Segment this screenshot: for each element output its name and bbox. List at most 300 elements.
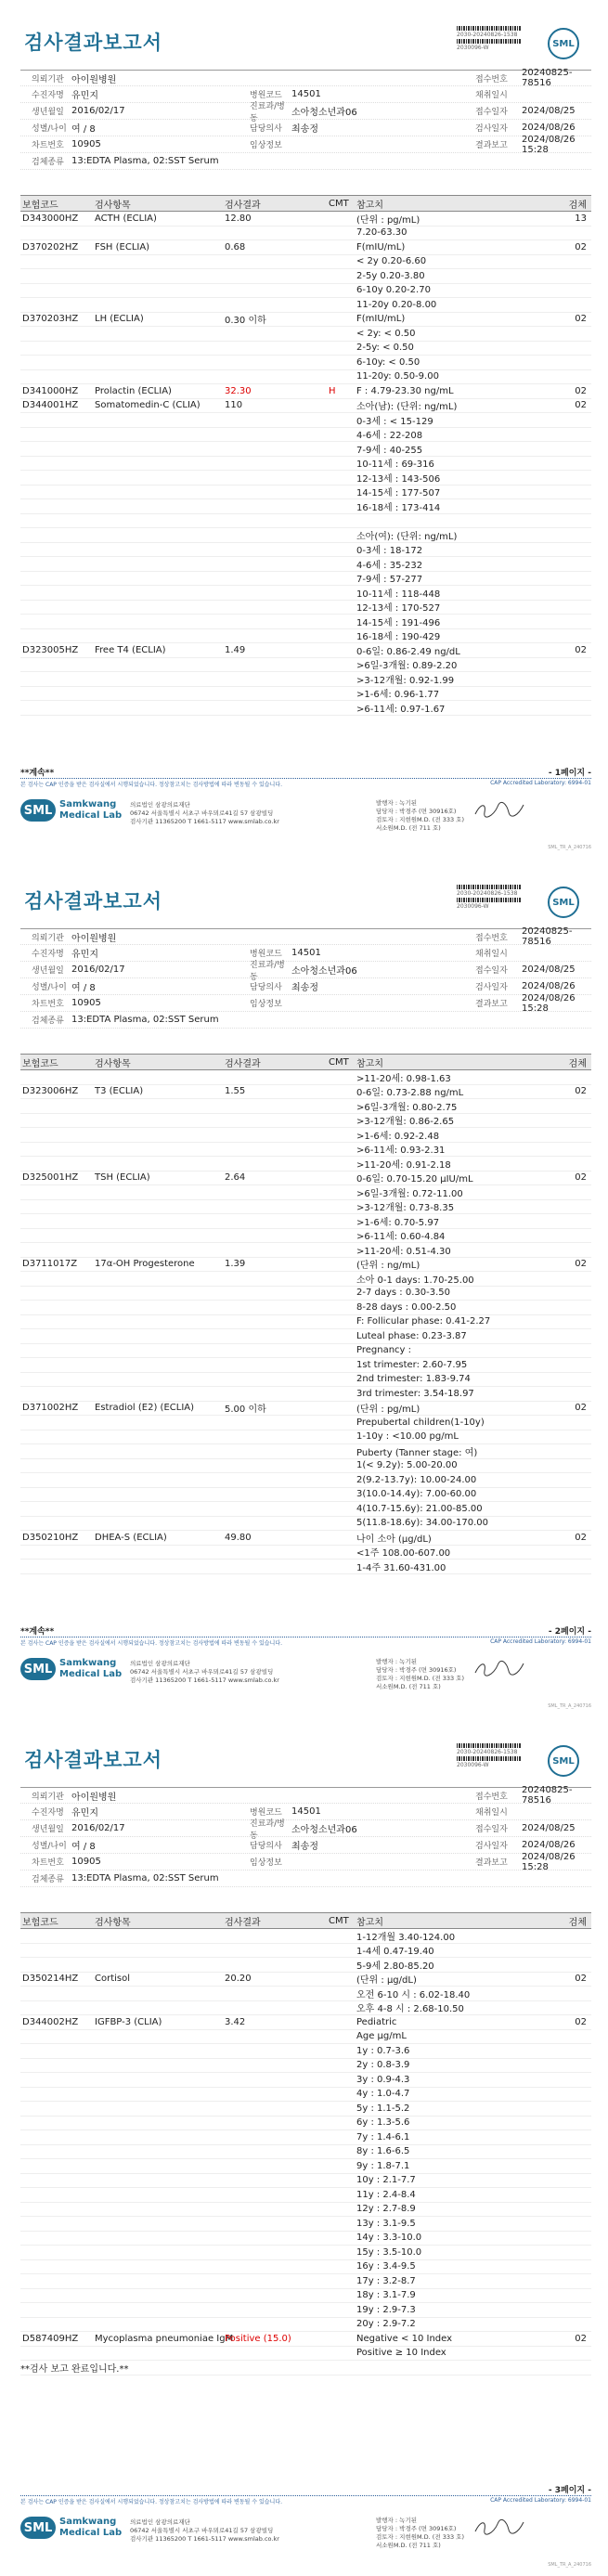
address-line: 06742 서울특별시 서초구 바우뫼로41길 57 삼광빌딩: [130, 2527, 274, 2534]
info-row: [20, 978, 591, 995]
reference-range: >1-6세: 0.70-5.97: [356, 1217, 440, 1228]
test-result: 0.30 이하: [225, 316, 266, 327]
test-result: 110: [225, 400, 243, 411]
report-title: 검사결과보고서: [24, 890, 163, 913]
lab-address: [130, 1660, 367, 1685]
info-value: 13:EDTA Plasma, 02:SST Serum: [71, 1873, 219, 1883]
barcode-icon: [457, 885, 522, 889]
specimen-code: 02: [575, 1403, 587, 1414]
table-row: [20, 557, 591, 572]
test-name: TSH (ECLIA): [95, 1172, 150, 1184]
test-result: 12.80: [225, 213, 252, 224]
reference-range: 2y : 0.8-3.9: [356, 2060, 410, 2071]
reference-range: 12y : 2.7-8.9: [356, 2204, 416, 2215]
info-value: 2024/08/25: [522, 1823, 576, 1833]
table-row: [20, 284, 591, 299]
table-row: [20, 399, 591, 414]
info-value: 아이원병원: [71, 933, 117, 944]
table-row: [20, 327, 591, 342]
reference-range: 10-11세 : 69-316: [356, 460, 434, 471]
table-row: [20, 2073, 591, 2088]
table-row: [20, 2059, 591, 2074]
report-page: [0, 0, 608, 859]
table-row: [20, 384, 591, 399]
info-label: 의뢰기관: [32, 933, 64, 943]
insurance-code: D350214HZ: [22, 1974, 79, 1985]
info-label: 임상정보: [250, 1858, 282, 1868]
reference-range: 13y : 3.1-9.5: [356, 2218, 416, 2229]
column-header: CMT: [329, 1056, 349, 1068]
signer-line: 검토자 : 지현원M.D. (전 333 호): [376, 2533, 464, 2541]
table-row: [20, 1185, 591, 1200]
info-label: 접수번호: [475, 74, 508, 84]
table-row: [20, 457, 591, 472]
cap-accreditation: CAP Accredited Laboratory: 6994-01: [490, 1638, 591, 1645]
lab-name: Samkwang: [59, 2517, 117, 2527]
address-line: 의료법인 삼광의료재단: [130, 2518, 190, 2526]
insurance-code: D370202HZ: [22, 241, 79, 252]
insurance-code: D343000HZ: [22, 213, 79, 224]
table-row: [20, 1143, 591, 1158]
signature-icon: [472, 799, 527, 820]
lab-name: Samkwang: [59, 1658, 117, 1668]
reference-range: 16-18세 : 173-414: [356, 502, 441, 513]
table-row: [20, 1358, 591, 1373]
specimen-code: 02: [575, 2016, 587, 2027]
sml-logo-icon: SML: [548, 1745, 579, 1777]
table-header: [20, 1054, 591, 1070]
reference-range: F(mIU/mL): [356, 241, 406, 252]
info-value: 최송정: [291, 1842, 318, 1852]
barcode-text: 2030-20240826-1538: [457, 1749, 518, 1755]
info-value: 소아청소년과06: [291, 108, 357, 118]
table-row: [20, 1329, 591, 1344]
test-result: 5.00 이하: [225, 1405, 266, 1416]
column-header: 보험코드: [22, 1917, 58, 1928]
specimen-code: 02: [575, 2333, 587, 2344]
table-row: [20, 1444, 591, 1459]
insurance-code: D325001HZ: [22, 1172, 79, 1184]
table-row: [20, 1944, 591, 1959]
document-number: SML_TR_A_240716: [548, 1703, 591, 1709]
info-row: [20, 120, 591, 136]
column-header: 참고치: [356, 1058, 383, 1069]
table-row: [20, 1301, 591, 1315]
report-complete-note: **검사 보고 완료입니다.**: [20, 2363, 129, 2375]
reference-range: 12-13세 : 170-527: [356, 603, 441, 615]
notice-text: 본 검사는 CAP 인증을 받은 검사실에서 시행되었습니다. 정상참고치는 검사방법에 따라 변동될 수 있습니다.: [20, 782, 283, 788]
barcode-text: 2030096-W: [457, 903, 489, 910]
table-row: [20, 1171, 591, 1186]
table-row: [20, 2347, 591, 2362]
info-value: 14501: [291, 89, 321, 99]
cap-accreditation: CAP Accredited Laboratory: 6994-01: [490, 2497, 591, 2504]
table-row: [20, 2015, 591, 2030]
test-result: 2.64: [225, 1172, 246, 1184]
test-result: 1.39: [225, 1259, 246, 1270]
sml-logo-icon: SML: [20, 799, 56, 822]
reference-range: 7.20-63.30: [356, 227, 407, 239]
table-row: [20, 1157, 591, 1171]
test-name: IGFBP-3 (CLIA): [95, 2016, 162, 2027]
info-label: 수진자명: [32, 1808, 64, 1818]
table-row: [20, 1287, 591, 1301]
signer-line: 검토자 : 지현원M.D. (전 333 호): [376, 1675, 464, 1682]
reference-range: 20y : 2.9-7.2: [356, 2319, 416, 2330]
reference-range: 14-15세 : 191-496: [356, 617, 441, 628]
reference-range: 14-15세 : 177-507: [356, 488, 441, 499]
reference-range: 15y : 3.5-10.0: [356, 2246, 422, 2258]
sml-logo-icon: SML: [20, 1658, 56, 1680]
info-label: 수진자명: [32, 950, 64, 959]
table-row: [20, 1243, 591, 1258]
notice-bar: [20, 778, 591, 788]
table-row: [20, 442, 591, 457]
reference-range: 8-28 days : 0.00-2.50: [356, 1301, 457, 1313]
specimen-code: 02: [575, 241, 587, 252]
info-label: 의뢰기관: [32, 1792, 64, 1802]
specimen-code: 02: [575, 1974, 587, 1985]
reference-range: >1-6세: 0.96-1.77: [356, 690, 440, 701]
reference-range: 1st trimester: 2.60-7.95: [356, 1359, 468, 1370]
reference-range: 0-3세 : 18-172: [356, 546, 423, 557]
reference-range: 3y : 0.9-4.3: [356, 2074, 410, 2085]
reference-range: < 2y: < 0.50: [356, 328, 416, 339]
address-line: 의료법인 삼광의료재단: [130, 1660, 190, 1667]
info-label: 검체종류: [32, 1016, 64, 1026]
insurance-code: D344002HZ: [22, 2016, 79, 2027]
page-number: - 1페이지 -: [548, 769, 591, 778]
test-name: FSH (ECLIA): [95, 241, 150, 252]
patient-info: [20, 928, 591, 1029]
signer-line: 담당자 : 박경주 (면 30916호): [376, 2525, 457, 2532]
report-page: [0, 859, 608, 1717]
insurance-code: D341000HZ: [22, 385, 79, 396]
test-name: Free T4 (ECLIA): [95, 644, 166, 655]
barcode-icon: [457, 1756, 522, 1761]
insurance-code: D323005HZ: [22, 644, 79, 655]
info-label: 성별/나이: [32, 983, 67, 992]
cap-accreditation: CAP Accredited Laboratory: 6994-01: [490, 780, 591, 786]
table-row: [20, 1502, 591, 1517]
reference-range: (단위 : μg/dL): [356, 1975, 417, 1987]
info-label: 채취일시: [475, 1808, 508, 1818]
info-value: 10905: [71, 1857, 101, 1867]
page-footer: [20, 766, 591, 833]
lab-address: [130, 801, 367, 826]
info-label: 병원코드: [250, 950, 282, 959]
info-label: 채취일시: [475, 950, 508, 959]
table-row: [20, 2044, 591, 2059]
column-header: 검사결과: [225, 1058, 261, 1069]
info-label: 진료과/병동: [250, 960, 285, 982]
test-name: Mycoplasma pneumoniae IgM: [95, 2333, 234, 2344]
info-row: [20, 1012, 591, 1029]
reference-range: >1-6세: 0.92-2.48: [356, 1131, 440, 1142]
reference-range: >6일-3개월: 0.72-11.00: [356, 1188, 463, 1199]
info-label: 채취일시: [475, 91, 508, 100]
table-row: [20, 1387, 591, 1402]
info-label: 성별/나이: [32, 124, 67, 134]
reference-range: (단위 : pg/mL): [356, 214, 420, 226]
reference-range: 1-4주 31.60-431.00: [356, 1562, 446, 1573]
reference-range: 6-10y 0.20-2.70: [356, 285, 431, 296]
barcode: [457, 885, 540, 911]
reference-range: 1-4세 0.47-19.40: [356, 1947, 434, 1958]
table-row: [20, 2246, 591, 2260]
info-row: [20, 945, 591, 962]
table-row: [20, 342, 591, 356]
specimen-code: 02: [575, 644, 587, 655]
column-header: 참고치: [356, 200, 383, 211]
test-result: 32.30: [225, 385, 252, 396]
reference-range: 16y : 3.4-9.5: [356, 2261, 416, 2272]
reference-range: 19y : 2.9-7.3: [356, 2304, 416, 2315]
info-value: 13:EDTA Plasma, 02:SST Serum: [71, 156, 219, 166]
lab-name: Samkwang: [59, 799, 117, 809]
table-row: [20, 2102, 591, 2116]
lab-logo: [20, 1658, 123, 1680]
reference-range: < 2y 0.20-6.60: [356, 256, 427, 267]
reference-range: 0-6일: 0.70-15.20 μIU/mL: [356, 1174, 473, 1185]
info-value: 2024/08/26 15:28: [522, 992, 576, 1014]
table-row: [20, 2145, 591, 2160]
signer-line: 서소원M.D. (전 711 호): [376, 2542, 441, 2549]
info-value: 2016/02/17: [71, 106, 125, 116]
table-row: [20, 2116, 591, 2131]
table-header: [20, 195, 591, 212]
table-row: [20, 2361, 591, 2375]
table-row: [20, 1315, 591, 1330]
specimen-code: 02: [575, 400, 587, 411]
info-label: 담당의사: [250, 124, 282, 134]
barcode-icon: [457, 39, 522, 44]
info-label: 차트번호: [32, 1858, 64, 1868]
info-label: 생년월일: [32, 966, 64, 976]
test-name: Cortisol: [95, 1974, 131, 1985]
patient-info: [20, 70, 591, 170]
info-label: 결과보고: [475, 1858, 508, 1868]
table-row: [20, 1473, 591, 1488]
table-row: [20, 313, 591, 328]
info-value: 2016/02/17: [71, 1823, 125, 1833]
table-row: [20, 370, 591, 385]
info-value: 2024/08/26 15:28: [522, 134, 576, 155]
signature-icon: [472, 2517, 527, 2537]
info-label: 의뢰기관: [32, 74, 64, 84]
column-header: CMT: [329, 1915, 349, 1926]
lab-name: Medical Lab: [59, 1669, 123, 1679]
signature-icon: [472, 1658, 527, 1678]
reference-range: >6일-3개월: 0.80-2.75: [356, 1102, 458, 1113]
specimen-code: 02: [575, 1172, 587, 1184]
info-value: 소아청소년과06: [291, 966, 357, 977]
info-value: 14501: [291, 948, 321, 958]
info-label: 접수일자: [475, 1825, 508, 1834]
reference-range: 4-6세 : 35-232: [356, 560, 423, 571]
reference-range: F: Follicular phase: 0.41-2.27: [356, 1316, 491, 1327]
table-row: [20, 269, 591, 284]
column-header: 검사결과: [225, 200, 261, 211]
reference-range: 9y : 1.8-7.1: [356, 2160, 410, 2171]
specimen-code: 02: [575, 385, 587, 396]
table-row: [20, 1517, 591, 1532]
table-row: [20, 1070, 591, 1085]
info-value: 아이원병원: [71, 1792, 117, 1803]
reference-range: 1y : 0.7-3.6: [356, 2045, 410, 2056]
table-row: [20, 514, 591, 529]
info-value: 유민지: [71, 950, 98, 960]
reference-range: 2(9.2-13.7y): 10.00-24.00: [356, 1474, 477, 1485]
page-footer: [20, 1625, 591, 1691]
document-number: SML_TR_A_240716: [548, 2562, 591, 2568]
info-row: [20, 70, 591, 86]
info-label: 성별/나이: [32, 1842, 67, 1851]
column-header: 보험코드: [22, 200, 58, 211]
info-label: 검체종류: [32, 1875, 64, 1884]
table-row: [20, 1488, 591, 1503]
reference-range: (단위 : pg/mL): [356, 1405, 420, 1416]
reference-range: >6-11세: 0.97-1.67: [356, 704, 446, 715]
signer-line: 발행자 : 녹기된: [376, 1658, 417, 1665]
reference-range: F(mIU/mL): [356, 314, 406, 325]
reference-range: 오전 6-10 시 : 6.02-18.40: [356, 1989, 471, 2000]
sml-logo-icon: SML: [20, 2517, 56, 2539]
barcode: [457, 26, 540, 52]
reference-range: 11y : 2.4-8.4: [356, 2189, 416, 2200]
insurance-code: D3711017Z: [22, 1259, 78, 1270]
info-label: 접수일자: [475, 966, 508, 976]
page-footer: [20, 2483, 591, 2550]
lab-logo: [20, 2517, 123, 2539]
info-value: 여 / 8: [71, 124, 96, 135]
reference-range: 4(10.7-15.6y): 21.00-85.00: [356, 1503, 483, 1514]
table-row: [20, 601, 591, 615]
info-row: [20, 1871, 591, 1887]
info-value: 2024/08/26: [522, 1840, 576, 1850]
table-row: [20, 1430, 591, 1445]
reference-range: 소아(남): (단위: ng/mL): [356, 402, 458, 413]
column-header: 검사결과: [225, 1917, 261, 1928]
reference-range: >6-11세: 0.93-2.31: [356, 1146, 446, 1157]
signer-line: 검토자 : 지현원M.D. (전 333 호): [376, 816, 464, 823]
specimen-code: 02: [575, 1086, 587, 1097]
report-page: [0, 1717, 608, 2576]
barcode-text: 2030096-W: [457, 45, 489, 51]
column-header: 검사항목: [95, 1917, 131, 1928]
info-label: 검사일자: [475, 1842, 508, 1851]
notice-text: 본 검사는 CAP 인증을 받은 검사실에서 시행되었습니다. 정상참고치는 검사방법에 따라 변동될 수 있습니다.: [20, 1640, 283, 1647]
info-label: 생년월일: [32, 1825, 64, 1834]
test-result: 20.20: [225, 1974, 252, 1985]
specimen-code: 02: [575, 1532, 587, 1543]
table-row: [20, 687, 591, 702]
table-row: [20, 1229, 591, 1244]
lab-name: Medical Lab: [59, 810, 123, 821]
test-name: LH (ECLIA): [95, 314, 144, 325]
barcode-icon: [457, 26, 522, 31]
table-row: [20, 2188, 591, 2203]
info-label: 검체종류: [32, 158, 64, 167]
table-row: [20, 701, 591, 716]
reference-range: 2-7 days : 0.30-3.50: [356, 1288, 450, 1299]
reference-range: 5-9세 2.80-85.20: [356, 1961, 434, 1972]
barcode: [457, 1743, 540, 1769]
table-row: [20, 1373, 591, 1388]
test-name: Estradiol (E2) (ECLIA): [95, 1403, 195, 1414]
report-title: 검사결과보고서: [24, 1749, 163, 1771]
table-row: [20, 255, 591, 270]
info-label: 병원코드: [250, 1808, 282, 1818]
test-result: 1.55: [225, 1086, 246, 1097]
info-label: 임상정보: [250, 1000, 282, 1009]
info-row: [20, 136, 591, 153]
reference-range: >11-20세: 0.51-4.30: [356, 1246, 451, 1257]
table-row: [20, 615, 591, 629]
reference-range: 소아(여): (단위: ng/mL): [356, 531, 458, 542]
reference-range: >6일-3개월: 0.89-2.20: [356, 661, 458, 672]
table-row: [20, 658, 591, 673]
reference-range: >11-20세: 0.98-1.63: [356, 1073, 451, 1084]
reference-range: 7-9세 : 57-277: [356, 575, 423, 586]
info-value: 2024/08/26: [522, 981, 576, 991]
results-table: [20, 195, 591, 716]
insurance-code: D344001HZ: [22, 400, 79, 411]
reference-range: >3-12개월: 0.73-8.35: [356, 1203, 455, 1214]
info-label: 접수일자: [475, 108, 508, 117]
reference-range: 3rd trimester: 3.54-18.97: [356, 1388, 474, 1399]
notice-bar: [20, 1637, 591, 1647]
page-number: - 2페이지 -: [548, 1627, 591, 1637]
insurance-code: D371002HZ: [22, 1403, 79, 1414]
reference-range: 4y : 1.0-4.7: [356, 2089, 410, 2100]
results-table: [20, 1912, 591, 2375]
table-row: [20, 586, 591, 601]
info-label: 생년월일: [32, 108, 64, 117]
table-row: [20, 485, 591, 500]
address-line: 06742 서울특별시 서초구 바우뫼로41길 57 삼광빌딩: [130, 1668, 274, 1676]
info-value: 2024/08/26: [522, 123, 576, 133]
info-row: [20, 1851, 591, 1872]
info-value: 유민지: [71, 1808, 98, 1819]
table-row: [20, 2001, 591, 2016]
table-row: [20, 2260, 591, 2275]
address-line: 검사기관 11365200 T 1661-5117 www.smlab.co.kr: [130, 2535, 279, 2543]
table-row: [20, 2318, 591, 2333]
table-row: [20, 1416, 591, 1430]
continued-label: **계속**: [20, 1627, 55, 1637]
table-row: [20, 2203, 591, 2218]
info-value: 여 / 8: [71, 983, 96, 993]
signer-line: 서소원M.D. (전 711 호): [376, 824, 441, 832]
table-row: [20, 428, 591, 443]
patient-info: [20, 1787, 591, 1887]
sml-logo-icon: SML: [548, 28, 579, 59]
info-label: 차트번호: [32, 1000, 64, 1009]
table-row: [20, 2332, 591, 2347]
barcode-text: 2030-20240826-1538: [457, 890, 518, 897]
table-row: [20, 2232, 591, 2246]
specimen-code: 02: [575, 1259, 587, 1270]
table-row: [20, 2174, 591, 2189]
reference-range: 2-5y: < 0.50: [356, 343, 414, 354]
reference-range: 12-13세 : 143-506: [356, 473, 441, 485]
info-label: 차트번호: [32, 141, 64, 150]
reference-range: 1-10y : <10.00 pg/mL: [356, 1431, 459, 1443]
table-row: [20, 572, 591, 587]
info-value: 유민지: [71, 91, 98, 101]
info-value: 2024/08/26 15:28: [522, 1851, 576, 1872]
